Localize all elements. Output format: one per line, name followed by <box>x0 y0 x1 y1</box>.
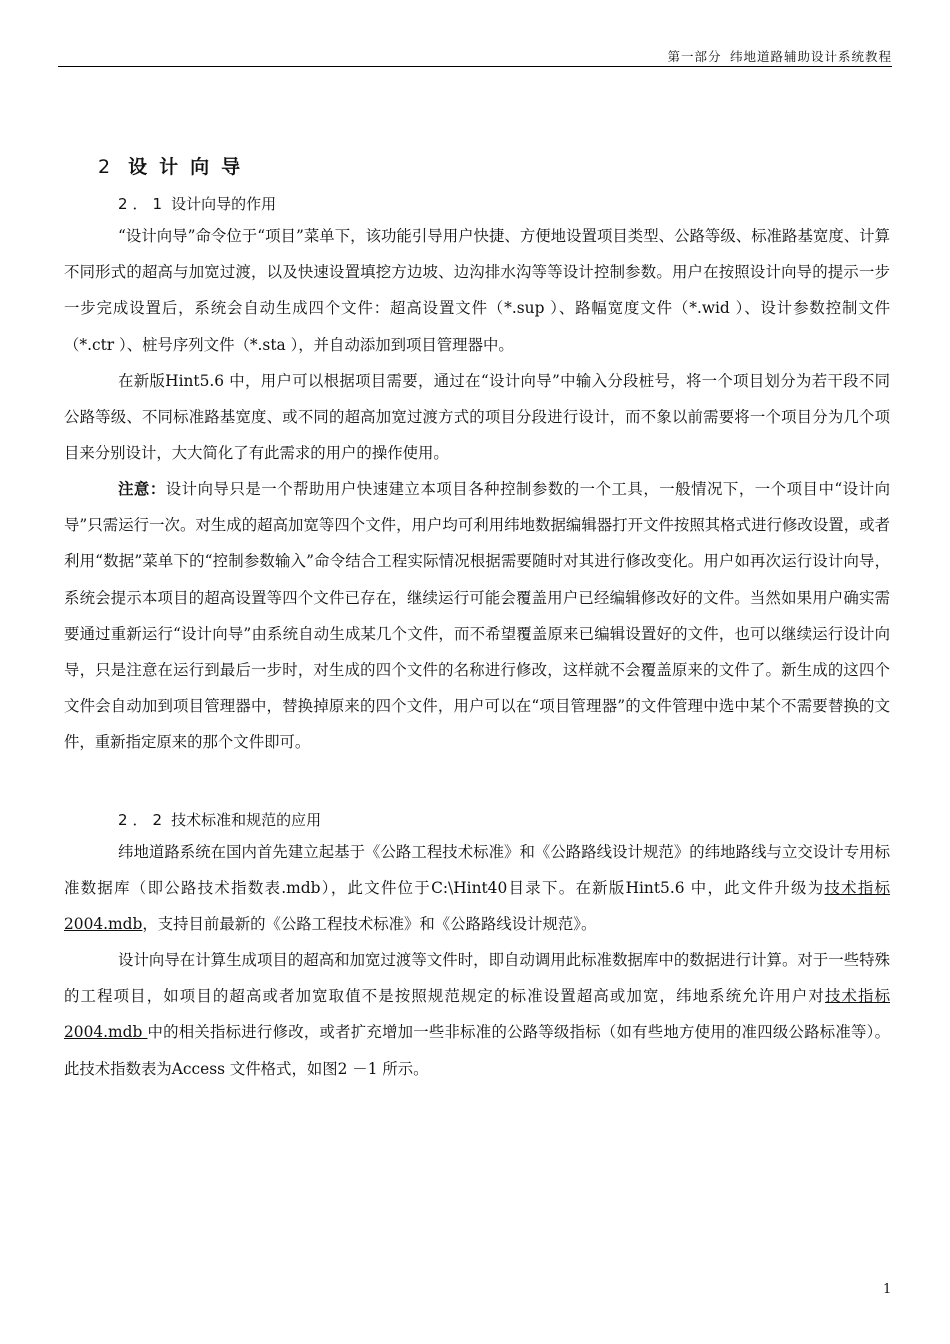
paragraph-standards-database <box>64 834 890 943</box>
running-title: 第一部分 纬地道路辅助设计系统教程 <box>667 49 892 64</box>
section-title: 技术标准和规范的应用 <box>171 811 322 829</box>
running-header <box>58 44 892 67</box>
file-link-techindex: 技术指标2004.mdb <box>64 879 890 934</box>
section-number: 2．1 <box>118 195 168 213</box>
page-number: 1 <box>883 1282 892 1297</box>
text-run: ，支持目前最新的《公路工程技术标准》和《公路路线设计规范》。 <box>142 915 597 934</box>
paragraph-hint56-segments: 在新版Hint5.6 中，用户可以根据项目需要，通过在“设计向导”中输入分段桩号，将一个项目划分为若干段不同公路等级、不同标准路基宽度、或不同的超高加宽过渡方式的项目分段进行设计，而不象以前需要将一个项目分为几个项目来分别设计，大大简化了有此需求的用户的操作使用。 <box>64 372 890 463</box>
paragraph-standards-usage <box>64 942 890 1087</box>
text-run: 纬地道路系统在国内首先建立起基于《公路工程技术标准》和《公路路线设计规范》的纬地路线与立交设计专用标准数据库（即公路技术指数表.mdb），此文件位于C:\Hint40目录下。在新版Hint5.6 中，此文件升级为 <box>64 843 890 898</box>
section-title: 设计向导的作用 <box>171 195 277 213</box>
paragraph-design-wizard-intro: “设计向导”命令位于“项目”菜单下，该功能引导用户快捷、方便地设置项目类型、公路等级、标准路基宽度、计算不同形式的超高与加宽过渡，以及快速设置填挖方边坡、边沟排水沟等等设计控制参数。用户在按照设计向导的提示一步一步完成设置后，系统会自动生成四个文件：超高设置文件（*.sup ）、路幅宽度文件（*.wid ）、设计参数控制文件（*.ctr ）、桩号序列文件（*.sta ），并自动添加到项目管理器中。 <box>64 227 890 354</box>
chapter-heading <box>98 152 252 179</box>
section-heading-2-2 <box>118 809 321 830</box>
file-link-techindex: 技术指标2004.mdb <box>64 987 890 1042</box>
section-number: 2．2 <box>118 811 168 829</box>
text-run: 中的相关指标进行修改，或者扩充增加一些非标准的公路等级指标（如有些地方使用的准四级公路标准等）。此技术指数表为Access 文件格式，如图2 －1 所示。 <box>64 1023 890 1078</box>
paragraph-note <box>64 471 890 761</box>
note-label: 注意： <box>118 480 166 498</box>
text-run: 设计向导在计算生成项目的超高和加宽过渡等文件时，即自动调用此标准数据库中的数据进行计算。对于一些特殊的工程项目，如项目的超高或者加宽取值不是按照规范规定的标准设置超高或加宽，纬地系统允许用户对 <box>64 951 890 1006</box>
section-heading-2-1 <box>118 193 276 214</box>
chapter-number: 2 <box>98 156 113 178</box>
chapter-title: 设计向导 <box>128 156 253 178</box>
note-text: 设计向导只是一个帮助用户快速建立本项目各种控制参数的一个工具，一般情况下，一个项目中“设计向导”只需运行一次。对生成的超高加宽等四个文件，用户均可利用纬地数据编辑器打开文件按照其格式进行修改设置，或者利用“数据”菜单下的“控制参数输入”命令结合工程实际情况根据需要随时对其进行修改变化。用户如再次运行设计向导，系统会提示本项目的超高设置等四个文件已存在，继续运行可能会覆盖用户已经编辑修改好的文件。当然如果用户确实需要通过重新运行“设计向导”由系统自动生成某几个文件，而不希望覆盖原来已编辑设置好的文件，也可以继续运行设计向导，只是注意在运行到最后一步时，对生成的四个文件的名称进行修改，这样就不会覆盖原来的文件了。新生成的这四个文件会自动加到项目管理器中，替换掉原来的四个文件，用户可以在“项目管理器”的文件管理中选中某个不需要替换的文件，重新指定原来的那个文件即可。 <box>64 480 890 752</box>
